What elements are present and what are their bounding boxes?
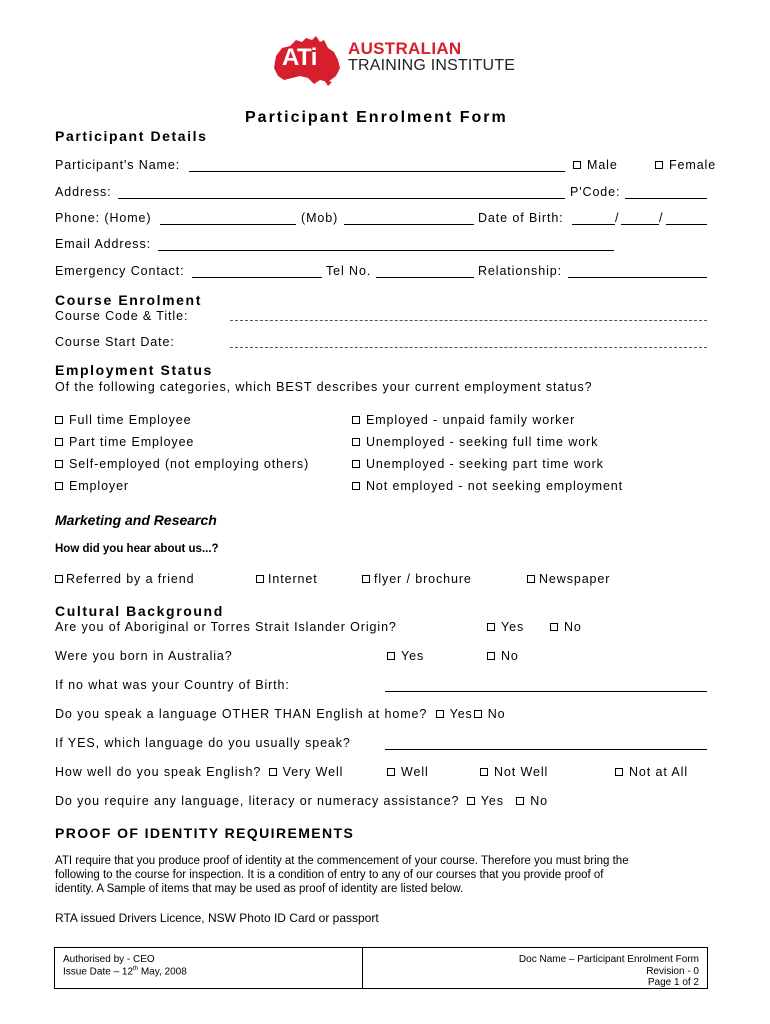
participant-name-label: Participant's Name:: [55, 158, 181, 172]
checkbox-icon: [55, 416, 63, 424]
checkbox-icon[interactable]: [516, 797, 524, 805]
employment-option[interactable]: Self-employed (not employing others): [55, 457, 309, 471]
footer-doc-name: Doc Name – Participant Enrolment Form: [518, 954, 699, 965]
employment-option[interactable]: Unemployed - seeking part time work: [352, 457, 604, 471]
dob-day-field[interactable]: [572, 224, 615, 225]
english-not-at-all-option[interactable]: Not at All: [615, 765, 688, 779]
tel-label: Tel No.: [326, 264, 372, 278]
employment-option[interactable]: Part time Employee: [55, 435, 194, 449]
cultural-background-heading: Cultural Background: [55, 603, 224, 619]
dob-year-field[interactable]: [666, 224, 707, 225]
aboriginal-question: Are you of Aboriginal or Torres Strait Islander Origin?: [55, 620, 397, 634]
employment-status-heading: Employment Status: [55, 362, 213, 378]
english-well-option[interactable]: Well: [387, 765, 429, 779]
footer-divider: [362, 948, 363, 988]
assist-question: Do you require any language, literacy or numeracy assistance? Yes No: [55, 794, 549, 808]
footer-page: Page 1 of 2: [647, 977, 699, 988]
checkbox-icon[interactable]: [474, 710, 482, 718]
address-field[interactable]: [118, 198, 565, 199]
assist-no-label: No: [530, 794, 549, 808]
mob-field[interactable]: [344, 224, 474, 225]
checkbox-icon: [362, 575, 370, 583]
checkbox-icon: [55, 460, 63, 468]
country-question: If no what was your Country of Birth:: [55, 678, 290, 692]
footer-box: [54, 947, 708, 989]
checkbox-icon: [352, 482, 360, 490]
employment-option[interactable]: Not employed - not seeking employment: [352, 479, 623, 493]
english-not-well-option[interactable]: Not Well: [480, 765, 548, 779]
checkbox-icon: [55, 575, 63, 583]
female-option[interactable]: Female: [655, 158, 716, 172]
aboriginal-yes-option[interactable]: Yes: [487, 620, 524, 634]
proof-heading: PROOF OF IDENTITY REQUIREMENTS: [55, 825, 355, 841]
checkbox-icon[interactable]: [436, 710, 444, 718]
language-no-label: No: [487, 707, 506, 721]
checkbox-icon: [352, 438, 360, 446]
phone-home-label: Phone: (Home): [55, 211, 152, 225]
phone-home-field[interactable]: [160, 224, 296, 225]
english-question: How well do you speak English? Very Well: [55, 765, 344, 779]
proof-items: RTA issued Drivers Licence, NSW Photo ID Card or passport: [55, 911, 379, 925]
checkbox-icon: [387, 768, 395, 776]
checkbox-icon: [615, 768, 623, 776]
assist-yes-label: Yes: [480, 794, 504, 808]
emergency-contact-label: Emergency Contact:: [55, 264, 185, 278]
relationship-field[interactable]: [568, 277, 707, 278]
checkbox-icon: [573, 161, 581, 169]
aboriginal-no-option[interactable]: No: [550, 620, 582, 634]
employment-option[interactable]: Employed - unpaid family worker: [352, 413, 575, 427]
employment-option[interactable]: Full time Employee: [55, 413, 192, 427]
email-field[interactable]: [158, 250, 614, 251]
checkbox-icon: [550, 623, 558, 631]
which-language-question: If YES, which language do you usually speak?: [55, 736, 351, 750]
footer-authorised: Authorised by - CEO: [63, 954, 155, 965]
checkbox-icon: [352, 416, 360, 424]
english-very-well-label: Very Well: [282, 765, 344, 779]
emergency-contact-field[interactable]: [192, 277, 322, 278]
checkbox-icon: [527, 575, 535, 583]
proof-paragraph-line3: identity. A Sample of items that may be used as proof of identity are listed below.: [55, 883, 464, 895]
relationship-label: Relationship:: [478, 264, 562, 278]
dob-month-field[interactable]: [621, 224, 659, 225]
participant-name-field[interactable]: [189, 171, 565, 172]
mob-label: (Mob): [301, 211, 339, 225]
which-language-field[interactable]: [385, 749, 707, 750]
participant-details-heading: Participant Details: [55, 128, 208, 144]
dob-label: Date of Birth:: [478, 211, 564, 225]
born-question: Were you born in Australia?: [55, 649, 233, 663]
pcode-label: P'Code:: [570, 185, 621, 199]
logo-line2: TRAINING INSTITUTE: [348, 57, 516, 74]
checkbox-icon[interactable]: [467, 797, 475, 805]
checkbox-icon: [55, 482, 63, 490]
tel-field[interactable]: [376, 277, 474, 278]
male-option[interactable]: Male: [573, 158, 618, 172]
checkbox-icon: [387, 652, 395, 660]
address-label: Address:: [55, 185, 112, 199]
marketing-heading: Marketing and Research: [55, 512, 217, 528]
course-code-label: Course Code & Title:: [55, 309, 189, 323]
marketing-question: How did you hear about us...?: [55, 543, 219, 555]
marketing-option[interactable]: flyer / brochure: [362, 572, 472, 586]
footer-issue-date: Issue Date – 12th May, 2008: [63, 966, 187, 978]
employment-option[interactable]: Employer: [55, 479, 129, 493]
marketing-option[interactable]: Referred by a friend: [55, 572, 194, 586]
logo-mark: ATi: [282, 44, 317, 71]
course-enrolment-heading: Course Enrolment: [55, 292, 202, 308]
marketing-option[interactable]: Newspaper: [527, 572, 610, 586]
course-start-label: Course Start Date:: [55, 335, 175, 349]
email-label: Email Address:: [55, 237, 151, 251]
born-yes-option[interactable]: Yes: [387, 649, 424, 663]
checkbox-icon: [256, 575, 264, 583]
logo-line1: AUSTRALIAN: [348, 39, 462, 58]
proof-paragraph-line1: ATI require that you produce proof of identity at the commencement of your course. Therefore you must bring the: [55, 855, 629, 867]
marketing-option[interactable]: Internet: [256, 572, 318, 586]
checkbox-icon: [352, 460, 360, 468]
language-yes-label: Yes: [449, 707, 473, 721]
course-code-field[interactable]: [230, 320, 707, 321]
proof-paragraph-line2: following to the course for inspection. It is a condition of entry to any of our courses that you provide proof of: [55, 869, 604, 881]
course-start-field[interactable]: [230, 347, 707, 348]
form-title: Participant Enrolment Form: [245, 109, 508, 126]
employment-question: Of the following categories, which BEST describes your current employment status?: [55, 380, 593, 394]
born-no-option[interactable]: No: [487, 649, 519, 663]
checkbox-icon: [655, 161, 663, 169]
country-field[interactable]: [385, 691, 707, 692]
logo: [268, 34, 516, 84]
checkbox-icon: [487, 652, 495, 660]
checkbox-icon: [480, 768, 488, 776]
checkbox-icon[interactable]: [269, 768, 277, 776]
pcode-field[interactable]: [625, 198, 707, 199]
employment-option[interactable]: Unemployed - seeking full time work: [352, 435, 598, 449]
checkbox-icon: [55, 438, 63, 446]
checkbox-icon: [487, 623, 495, 631]
footer-revision: Revision - 0: [646, 966, 699, 977]
language-question: Do you speak a language OTHER THAN English at home? Yes No: [55, 707, 506, 721]
